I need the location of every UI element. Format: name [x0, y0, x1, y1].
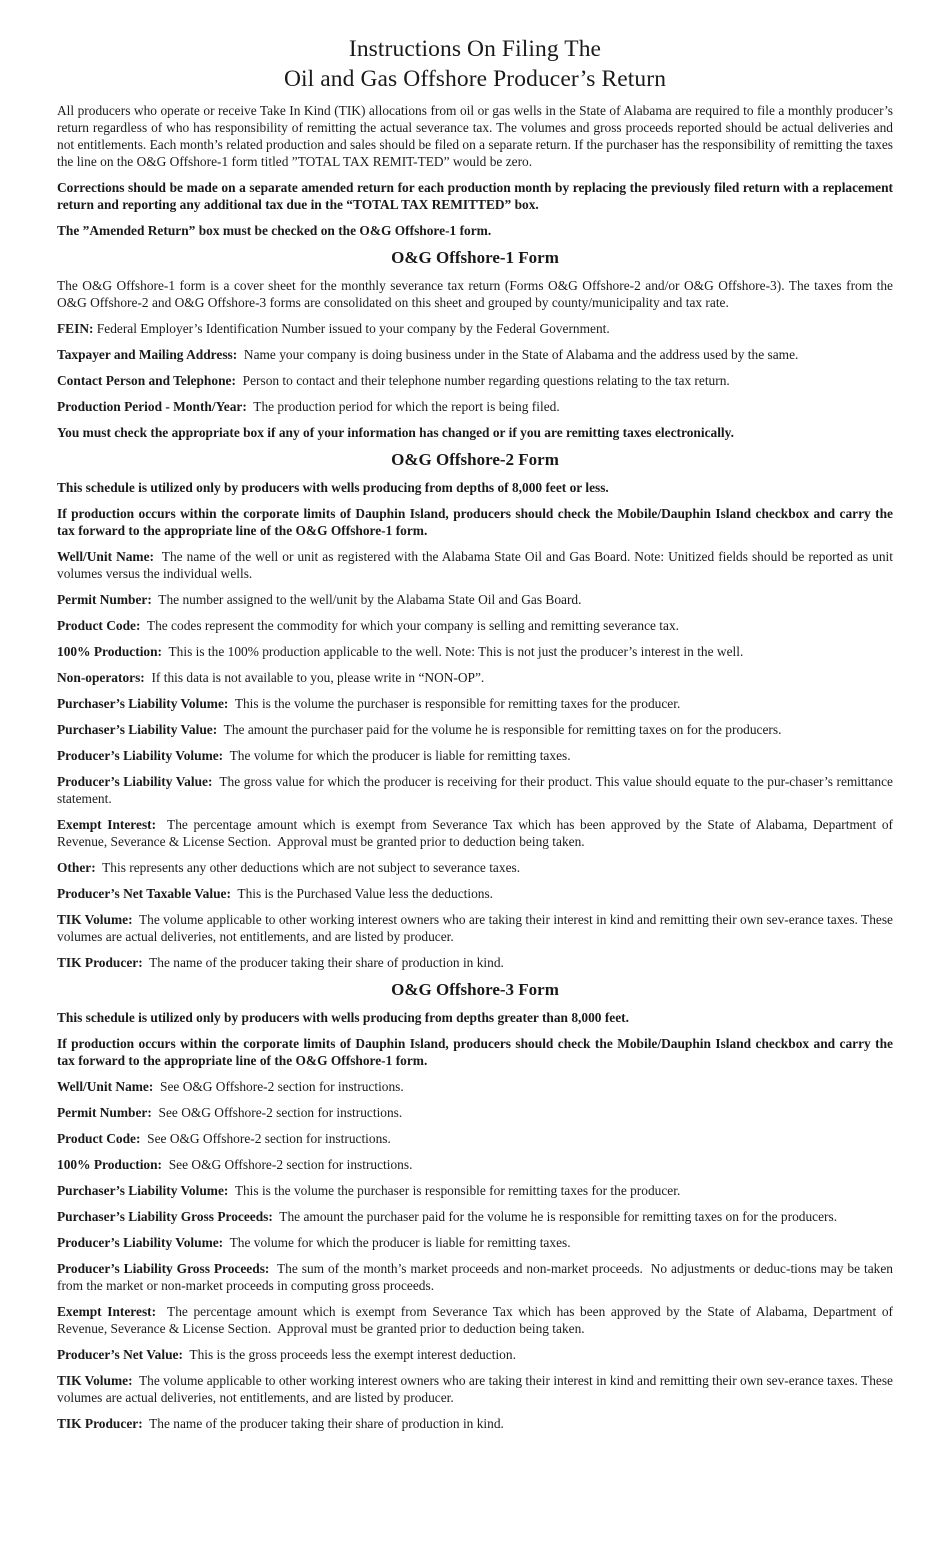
definition-label: 100% Production: [57, 1157, 163, 1172]
section-heading-offshore-3: O&G Offshore-3 Form [391, 980, 559, 999]
definition-text: The gross value for which the producer is receiving for their product. This value should equate to the pur-chaser’s remittance statement. [57, 774, 897, 806]
definition-item [57, 911, 897, 945]
definition-text: This is the gross proceeds less the exempt interest deduction. [182, 1347, 516, 1362]
definition-text: See O&G Offshore-2 section for instructions. [162, 1157, 413, 1172]
definition-text: The percentage amount which is exempt from Severance Tax which has been approved by the State of Alabama, Department of Revenue, Severance & License Section. Approval must be granted prior to deduction being taken. [57, 817, 897, 849]
offshore-3-items [57, 1078, 897, 1432]
definition-label: Contact Person and Telephone: [57, 373, 236, 388]
definition-item [57, 1415, 893, 1432]
definition-label: Producer’s Net Value: [57, 1347, 183, 1362]
definition-item [57, 695, 893, 712]
definition-label: Producer’s Net Taxable Value: [57, 886, 231, 901]
definition-label: Production Period - Month/Year: [57, 399, 247, 414]
offshore-1-note: You must check the appropriate box if any of your information has changed or if you are remitting taxes electronically. [57, 425, 734, 440]
definition-label: Producer’s Liability Value: [57, 774, 213, 789]
definition-text: This is the volume the purchaser is responsible for remitting taxes for the producer. [228, 696, 681, 711]
definition-label: Exempt Interest: [57, 1304, 157, 1319]
definition-item [57, 1182, 893, 1199]
definition-label: 100% Production: [57, 644, 163, 659]
definition-text: The sum of the month’s market proceeds and non-market proceeds. No adjustments or deduc-tions may be taken from the market or non-market proceeds in computing gross proceeds. [57, 1261, 897, 1293]
page-title [57, 34, 893, 94]
page-title-line-1: Instructions On Filing The [348, 36, 602, 62]
offshore-3-dauphin-note: If production occurs within the corporate limits of Dauphin Island, producers should check the Mobile/Dauphin Island checkbox and carry the tax forward to the appropriate line of the O&G Offshore-1 form. [57, 1036, 893, 1068]
definition-label: TIK Volume: [57, 1373, 133, 1388]
offshore-2-depth-note: This schedule is utilized only by producers with wells producing from depths of 8,000 feet or less. [57, 480, 609, 495]
definition-text: This is the Purchased Value less the deductions. [230, 886, 494, 901]
definition-label: Taxpayer and Mailing Address: [57, 347, 238, 362]
definition-item [57, 1104, 893, 1121]
definition-item [57, 1156, 893, 1173]
definition-item [57, 1346, 893, 1363]
definition-text: The production period for which the report is being filed. [246, 399, 560, 414]
definition-item [57, 617, 893, 634]
definition-text: The number assigned to the well/unit by the Alabama State Oil and Gas Board. [151, 592, 582, 607]
definition-item [57, 954, 893, 971]
definition-label: Purchaser’s Liability Volume: [57, 1183, 229, 1198]
definition-item [57, 398, 893, 415]
definition-text: Name your company is doing business under in the State of Alabama and the address used by the same. [237, 347, 799, 362]
definition-item [57, 816, 897, 850]
instructions-document [57, 34, 897, 1441]
definition-label: Well/Unit Name: [57, 1079, 154, 1094]
definition-text: Federal Employer’s Identification Number issued to your company by the Federal Government. [93, 321, 610, 336]
definition-item [57, 1260, 897, 1294]
definition-item [57, 591, 893, 608]
definition-text: The codes represent the commodity for which your company is selling and remitting severance tax. [140, 618, 680, 633]
definition-label: Permit Number: [57, 592, 152, 607]
definition-label: Permit Number: [57, 1105, 152, 1120]
section-heading-offshore-2: O&G Offshore-2 Form [391, 450, 559, 469]
section-heading-offshore-1: O&G Offshore-1 Form [391, 248, 559, 267]
definition-text: The percentage amount which is exempt from Severance Tax which has been approved by the State of Alabama, Department of Revenue, Severance & License Section. Approval must be granted prior to deduction being taken. [57, 1304, 897, 1336]
definition-item [57, 669, 893, 686]
definition-label: TIK Producer: [57, 1416, 143, 1431]
amended-return-note: The ”Amended Return” box must be checked on the O&G Offshore-1 form. [57, 223, 492, 238]
definition-label: Exempt Interest: [57, 817, 157, 832]
definition-text: See O&G Offshore-2 section for instructions. [140, 1131, 391, 1146]
definition-item [57, 747, 893, 764]
definition-item [57, 1208, 893, 1225]
definition-text: The name of the producer taking their share of production in kind. [142, 955, 504, 970]
definition-item [57, 643, 893, 660]
definition-item [57, 1303, 897, 1337]
definition-item [57, 372, 893, 389]
definition-label: Purchaser’s Liability Volume: [57, 696, 229, 711]
definition-text: The volume for which the producer is liable for remitting taxes. [223, 1235, 571, 1250]
definition-label: Product Code: [57, 618, 141, 633]
definition-text: The name of the producer taking their share of production in kind. [142, 1416, 504, 1431]
definition-text: This is the volume the purchaser is responsible for remitting taxes for the producer. [228, 1183, 681, 1198]
definition-item [57, 548, 897, 582]
definition-text: The amount the purchaser paid for the volume he is responsible for remitting taxes on for the producers. [217, 722, 782, 737]
definition-text: If this data is not available to you, please write in “NON-OP”. [144, 670, 485, 685]
definition-item [57, 773, 897, 807]
definition-item [57, 1234, 893, 1251]
definition-label: Product Code: [57, 1131, 141, 1146]
definition-text: See O&G Offshore-2 section for instructions. [153, 1079, 404, 1094]
definition-item [57, 1130, 893, 1147]
definition-item [57, 885, 893, 902]
offshore-2-items [57, 548, 897, 971]
definition-label: Well/Unit Name: [57, 549, 154, 564]
definition-item [57, 346, 893, 363]
definition-text: This represents any other deductions which are not subject to severance taxes. [95, 860, 521, 875]
intro-paragraph: All producers who operate or receive Take In Kind (TIK) allocations from oil or gas wells in the State of Alabama are required to file a monthly producer’s return regardless of who has responsibility of remitting the actual severance tax. The volumes and gross proceeds reported should be actual deliveries and not entitlements. Each month’s related production and sales should be filed on a separate return. If the purchaser has the responsibility of remitting the taxes the line on the O&G Offshore-1 form titled ”TOTAL TAX REMIT-TED” would be zero. [57, 103, 893, 169]
offshore-1-intro: The O&G Offshore-1 form is a cover sheet for the monthly severance tax return (Forms O&G Offshore-2 and/or O&G Offshore-3). The taxes from the O&G Offshore-2 and O&G Offshore-3 forms are consolidated on this sheet and grouped by county/municipality and tax rate. [57, 278, 893, 310]
definition-text: The name of the well or unit as registered with the Alabama State Oil and Gas Board. Note: Unitized fields should be reported as unit volumes versus the individual wells. [57, 549, 897, 581]
offshore-1-items [57, 320, 893, 415]
definition-item [57, 320, 893, 337]
definition-item [57, 721, 893, 738]
definition-label: Purchaser’s Liability Value: [57, 722, 218, 737]
offshore-3-depth-note: This schedule is utilized only by producers with wells producing from depths greater than 8,000 feet. [57, 1010, 629, 1025]
definition-label: Non-operators: [57, 670, 145, 685]
definition-item [57, 1372, 897, 1406]
definition-text: This is the 100% production applicable to the well. Note: This is not just the producer’s interest in the well. [162, 644, 744, 659]
definition-label: FEIN: [57, 321, 94, 336]
offshore-2-dauphin-note: If production occurs within the corporate limits of Dauphin Island, producers should check the Mobile/Dauphin Island checkbox and carry the tax forward to the appropriate line of the O&G Offshore-1 form. [57, 506, 893, 538]
corrections-note: Corrections should be made on a separate amended return for each production month by replacing the previously filed return with a replacement return and reporting any additional tax due in the “TOTAL TAX REMITTED” box. [57, 180, 893, 212]
page-title-line-2: Oil and Gas Offshore Producer’s Return [283, 66, 667, 92]
definition-text: The amount the purchaser paid for the volume he is responsible for remitting taxes on for the producers. [272, 1209, 838, 1224]
definition-label: TIK Volume: [57, 912, 133, 927]
definition-label: Producer’s Liability Gross Proceeds: [57, 1261, 270, 1276]
definition-label: Other: [57, 860, 96, 875]
definition-label: Producer’s Liability Volume: [57, 748, 224, 763]
definition-text: See O&G Offshore-2 section for instructions. [151, 1105, 403, 1120]
definition-text: The volume for which the producer is liable for remitting taxes. [223, 748, 571, 763]
definition-label: Producer’s Liability Volume: [57, 1235, 224, 1250]
definition-item [57, 1078, 893, 1095]
definition-label: TIK Producer: [57, 955, 143, 970]
definition-text: Person to contact and their telephone number regarding questions relating to the tax return. [235, 373, 730, 388]
definition-text: The volume applicable to other working interest owners who are taking their interest in kind and remitting their own sev-erance taxes. These volumes are actual deliveries, not entitlements, and are listed by producer. [57, 912, 897, 944]
definition-item [57, 859, 893, 876]
definition-text: The volume applicable to other working interest owners who are taking their interest in kind and remitting their own sev-erance taxes. These volumes are actual deliveries, not entitlements, and are listed by producer. [57, 1373, 897, 1405]
definition-label: Purchaser’s Liability Gross Proceeds: [57, 1209, 273, 1224]
